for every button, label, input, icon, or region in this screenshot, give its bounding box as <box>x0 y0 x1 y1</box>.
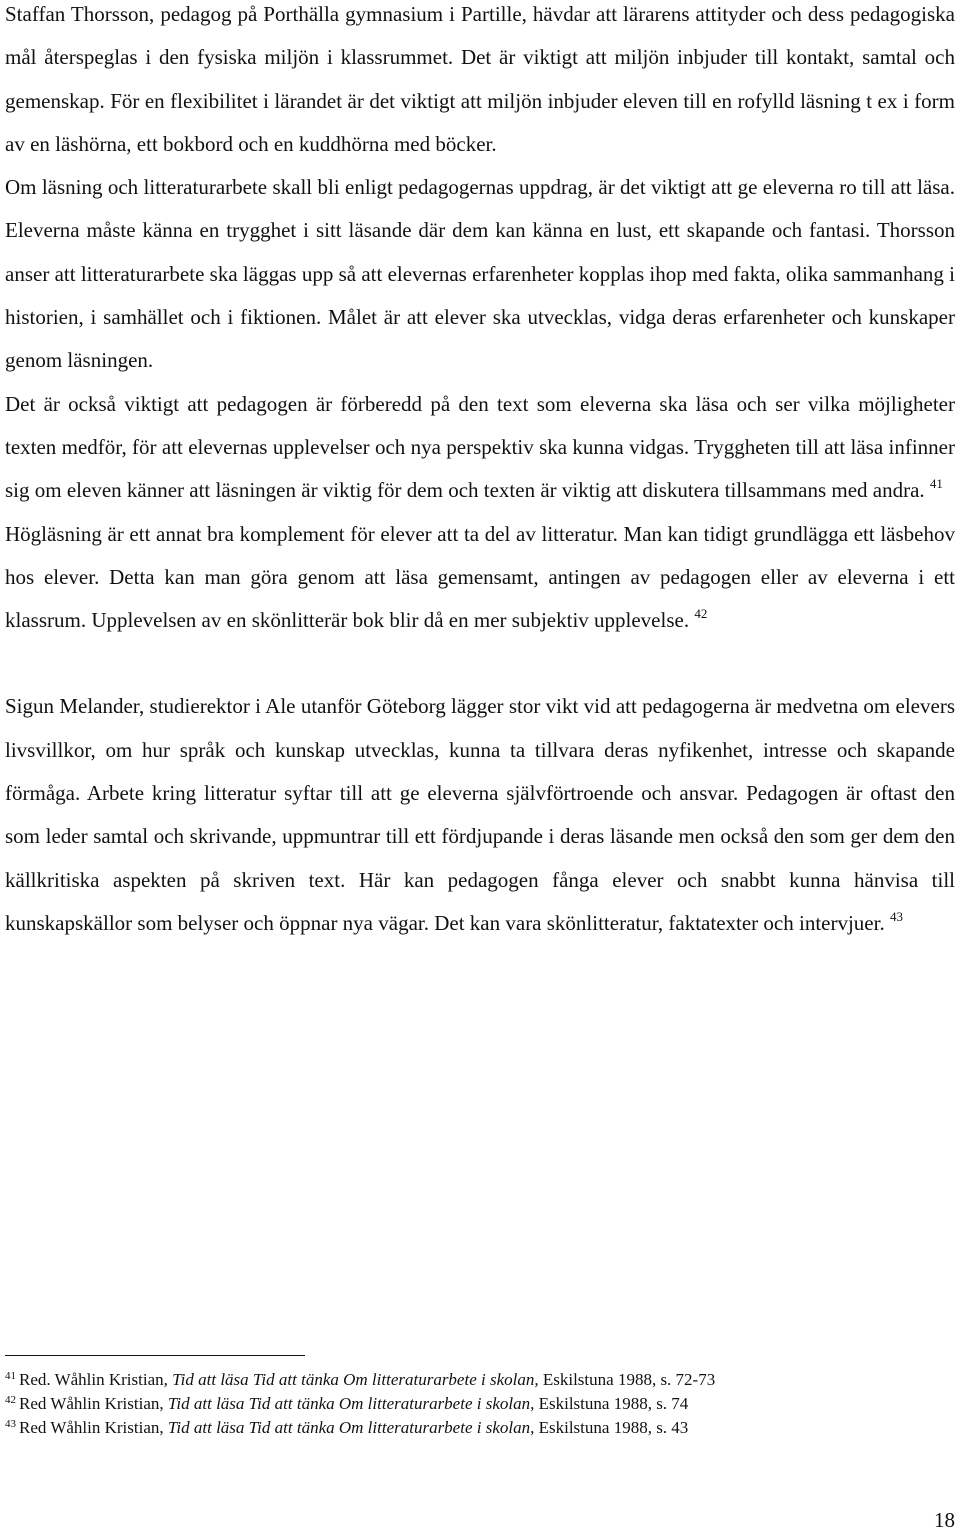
footnote-suffix: Eskilstuna 1988, s. 43 <box>534 1418 689 1437</box>
paragraph-thorsson-environment <box>5 0 955 166</box>
footnote-suffix: Eskilstuna 1988, s. 74 <box>534 1394 689 1413</box>
footnote-43 <box>5 1416 955 1440</box>
footnote-reference-43[interactable]: 43 <box>889 908 903 924</box>
footnote-suffix: Eskilstuna 1988, s. 72-73 <box>538 1370 716 1389</box>
footnote-number: 41 <box>5 1370 16 1382</box>
paragraph-text: Om läsning och litteraturarbete skall bli enligt pedagogernas uppdrag, är det viktigt att ge eleverna ro till att läsa. Eleverna måste känna en trygghet i sitt läsande där dem kan känna en lust, ett skapande och fantasi. Thorsson anser att litteraturarbete ska läggas upp så att elevernas erfarenheter kopplas ihop med fakta, olika sammanhang i historien, i samhället och i fiktionen. Målet är att elever ska utvecklas, vidga deras erfarenheter och kunskaper genom läsningen. <box>5 175 955 373</box>
paragraph-reading-aloud <box>5 513 955 643</box>
paragraph-text: Högläsning är ett annat bra komplement för elever att ta del av litteratur. Man kan tidigt grundlägga ett läsbehov hos elever. Detta kan man göra genom att läsa gemensamt, antingen av pedagogen eller av eleverna i ett klassrum. Upplevelsen av en skönlitterär bok blir då en mer subjektiv upplevelse. <box>5 521 955 633</box>
document-page <box>5 0 955 945</box>
footnote-title: Tid att läsa Tid att tänka Om litteraturarbete i skolan, <box>167 1394 535 1413</box>
paragraph-text: Staffan Thorsson, pedagog på Porthälla gymnasium i Partille, hävdar att lärarens attityder och dess pedagogiska mål återspeglas i den fysiska miljön i klassrummet. Det är viktigt att miljön inbjuder till kontakt, samtal och gemenskap. För en flexibilitet i lärandet är det viktigt att miljön inbjuder eleven till en rofylld läsning t ex i form av en läshörna, ett bokbord och en kuddhörna med böcker. <box>5 2 955 156</box>
footnotes-section <box>5 1368 955 1440</box>
paragraph-text: Det är också viktigt att pedagogen är förberedd på den text som eleverna ska läsa och ser vilka möjligheter texten medför, för att elevernas upplevelser och nya perspektiv ska kunna vidgas. Tryggheten till att läsa infinner sig om eleven känner att läsningen är viktig för dem och texten är viktig att diskutera tillsammans med andra. <box>5 391 955 503</box>
footnote-prefix: Red Wåhlin Kristian, <box>19 1394 168 1413</box>
page-number: 18 <box>934 1508 955 1532</box>
footnote-prefix: Red. Wåhlin Kristian, <box>19 1370 173 1389</box>
footnote-reference-42[interactable]: 42 <box>694 606 708 622</box>
footnote-number: 43 <box>5 1418 16 1430</box>
footnote-reference-41[interactable]: 41 <box>929 476 943 492</box>
footnote-title: Tid att läsa Tid att tänka Om litteraturarbete i skolan, <box>167 1418 535 1437</box>
footnote-prefix: Red Wåhlin Kristian, <box>19 1418 168 1437</box>
footnote-41 <box>5 1368 955 1392</box>
footnote-42 <box>5 1392 955 1416</box>
paragraph-melander <box>5 685 955 945</box>
footnote-title: Tid att läsa Tid att tänka Om litteraturarbete i skolan, <box>172 1370 539 1389</box>
paragraph-teacher-prepared <box>5 383 955 513</box>
footnote-number: 42 <box>5 1394 16 1406</box>
footnote-divider <box>5 1355 305 1356</box>
paragraph-text: Sigun Melander, studierektor i Ale utanför Göteborg lägger stor vikt vid att pedagogerna är medvetna om elevers livsvillkor, om hur språk och kunskap utvecklas, kunna ta tillvara deras nyfikenhet, intresse och skapande förmåga. Arbete kring litteratur syftar till att ge eleverna självförtroende och ansvar. Pedagogen är oftast den som leder samtal och skrivande, uppmuntrar till ett fördjupande i deras läsande men också den som ger dem den källkritiska aspekten på skriven text. Här kan pedagogen fånga elever och snabbt kunna hänvisa till kunskapskällor som belyser och öppnar nya vägar. Det kan vara skönlitteratur, faktatexter och intervjuer. <box>5 694 955 935</box>
paragraph-reading-calm <box>5 166 955 382</box>
